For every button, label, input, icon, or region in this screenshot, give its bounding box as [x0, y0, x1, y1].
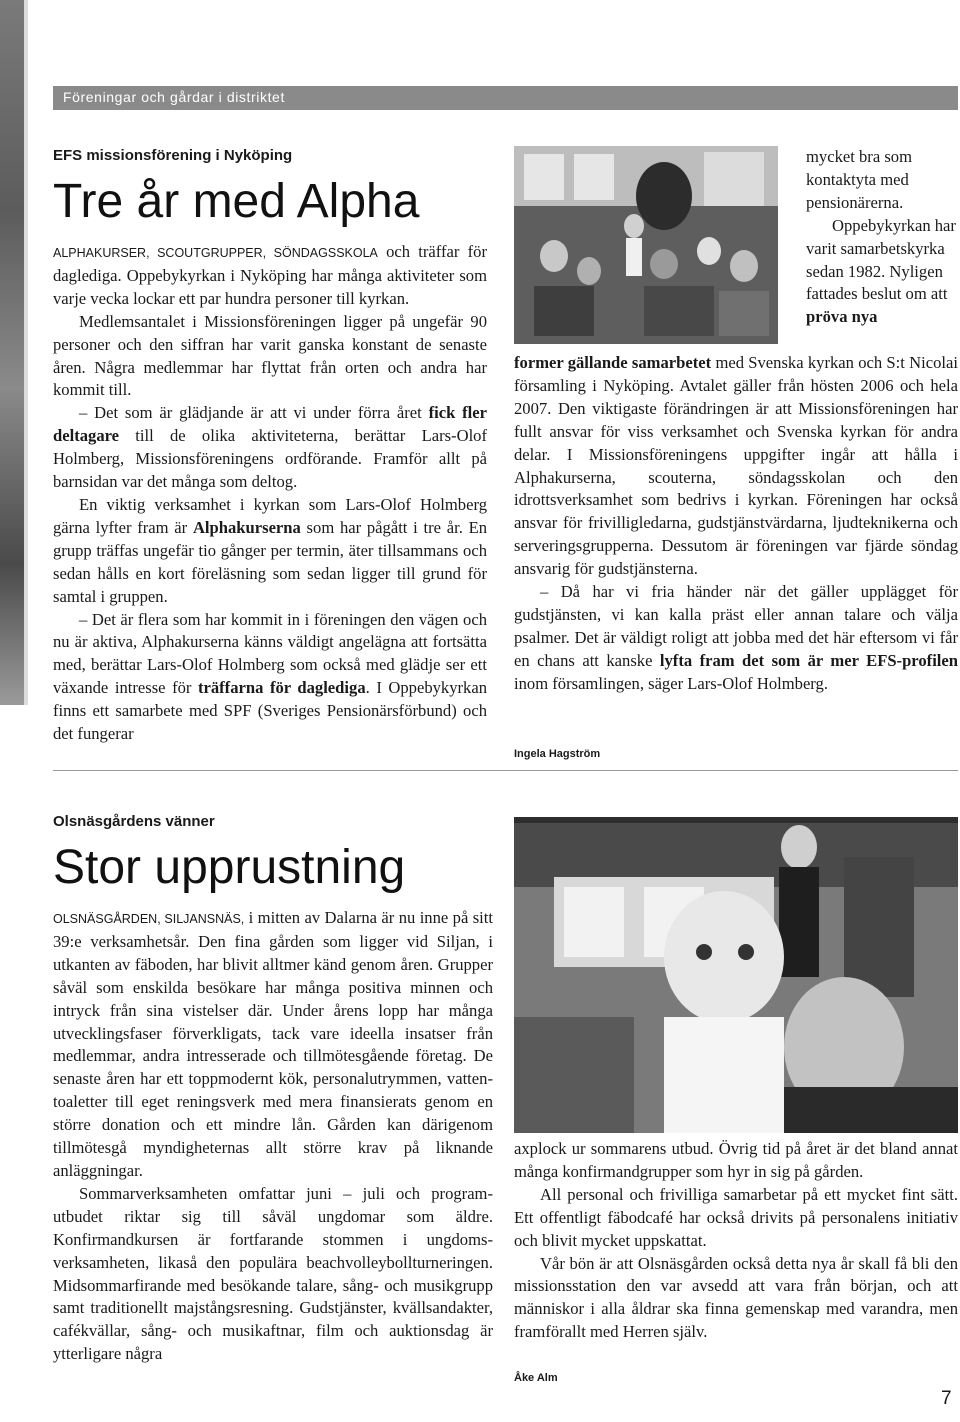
- article1-cont-bold: former gällande samarbetet: [514, 353, 712, 372]
- article1-side-text: mycket bra som kontaktyta med pensionärerna.: [806, 147, 912, 212]
- article2-lead-rest: i mitten av Dalarna är nu inne på sitt 39:e verksamhetsår. Den fina gården som ligger vid Siljan, i utkanten av fäboden, har blivit alltmer känd genom åren. Grupper såväl som enskilda besökare har många positiva minnen och intryck från sina vistelser där. Under årens lopp har många utvecklingsfaser förverkligats, tack vare ideella insatser från medlemmar, andra intresserade och tillmötesgående företag. De senaste åren har ett toppmodernt kök, personalutrymmen, vattentoaletter till eget reningsverk med mera finansierats genom en större donation och ett mindre lån. Gården kan därigenom tillmötesgå myndigheternas allt större krav på liknande anläggningar.: [53, 908, 493, 1180]
- article1-kicker: EFS missionsförening i Nyköping: [53, 147, 293, 164]
- page-number: 7: [941, 1388, 952, 1409]
- article1-headline: Tre år med Alpha: [53, 175, 420, 228]
- article1-paragraph-1: Medlemsantalet i Missionsföreningen ligger på ungefär 90 personer och den siffran har varit ganska konstant de senaste åren. Några medlemmar har flyttat från orten och andra har kommit till.: [53, 311, 487, 400]
- article1-cont-text: med Svenska kyrkan och S:t Nicolai församling i Nyköping. Avtalet gäller från hösten 2006 och hela 2007. Den viktigaste förändringen är att Missionsföreningen har fullt ansvar för viss verksamhet och Svenska kyrkan för andra delar. I Missionsföreningens uppgifter ingår att hålla i Alphakurserna, scouterna, söndagsskolan och den idrottsverksamhet som bedrivs i kyrkan. Föreningen har också ansvar för frivilligledarna, gudstjänstvärdarna, ljudteknikerna och serveringsgrupperna. Dessutom är föreningen var fjärde söndag ansvarig för gudstjänsterna.: [514, 353, 958, 579]
- article1-column-right: [514, 352, 958, 696]
- article2-column-right: [514, 1138, 958, 1344]
- article2-photo-baby: [514, 817, 958, 1133]
- article2-right-paragraph-2: All personal och frivilliga samarbetar på ett mycket fint sätt. Ett offentligt fäbodcafé har också drivits på personalens initiativ och blivit mycket uppskattat.: [514, 1184, 958, 1250]
- article2-right-paragraph-3: Vår bön är att Olsnäsgården också detta nya år skall få bli den missionsstation den var avsedd att vara från början, och att människor i alla åldrar ska finna gemenskap med varandra, men framförallt med Herren själv.: [514, 1253, 958, 1342]
- article1-p3-a: En viktig verksamhet i kyrkan som Lars-Olof Holmberg gärna lyfter fram är: [53, 494, 487, 537]
- article1-p2-c: till de olika aktiviteterna, berättar Lars-Olof Holmberg, Missionsföreningens ordförande. Framför allt på barnsidan var det många som deltog.: [53, 426, 487, 492]
- binding-edge-image: [0, 0, 26, 705]
- article1-p2-a: – Det som är glädjande är att vi under förra året: [79, 403, 429, 423]
- article1-lead-caps: ALPHAKURSER, SCOUTGRUPPER, SÖNDAGSSKOLA: [53, 246, 378, 260]
- section-banner-text: Föreningar och gårdar i distriktet: [63, 89, 285, 105]
- article1-p3-c: som har pågått i tre år. En grupp träffas ungefär tio gånger per termin, äter tillsammans och sedan hålls en kort föreläsning som sedan ligger till grund för samtal i gruppen.: [53, 517, 488, 606]
- article1-last-bold: lyfta fram det som är mer EFS-profilen: [659, 650, 959, 670]
- article2-headline: Stor upprustning: [53, 841, 406, 894]
- article1-side-bold: pröva nya: [806, 307, 878, 327]
- article1-lead-rest: och träffar för daglediga. Oppebykyrkan i Nyköping har många aktiviteter som varje vecka lockar ett par hundra personer till kyrkan.: [53, 242, 487, 308]
- article1-photo-group: [514, 146, 778, 344]
- article1-last-c: inom församlingen, säger Lars-Olof Holmberg.: [514, 673, 828, 693]
- article2-kicker: Olsnäsgårdens vänner: [53, 813, 215, 830]
- article1-p4-bold: träffarna för daglediga: [197, 678, 366, 698]
- article2-column-left: [53, 907, 493, 1366]
- article1-p3-bold: Alphakurserna: [192, 517, 301, 537]
- article1-p4-c: . I Oppebykyrkan finns ett samarbete med SPF (Sveriges Pensionärsförbund) och det fungerar: [53, 678, 488, 744]
- article2-right-paragraph-1: axplock ur sommarens utbud. Övrig tid på året är det bland annat många konfirmandgrupper som hyr in sig på gården.: [514, 1139, 958, 1181]
- article1-side-text2: Oppebykyrkan har varit samarbetskyrka sedan 1982. Nyligen fattades beslut om att: [806, 215, 956, 304]
- article1-byline: Ingela Hagström: [514, 748, 601, 760]
- article1-p4-a: – Det är flera som har kommit in i föreningen den vägen och nu är aktiva, Alphakurserna känns väldigt angelägna att fortsätta med, berättar Lars-Olof Holmberg som också med glädje ser ett växande intresse för: [53, 609, 487, 698]
- article2-byline: Åke Alm: [514, 1372, 558, 1384]
- article1-side-column: [806, 146, 958, 329]
- section-banner: [53, 86, 958, 110]
- article1-column-left: [53, 241, 487, 746]
- article1-last-a: – Då har vi fria händer när det gäller upplägget för gudstjänsten, vi kan kalla präst eller annan talare och välja psalmer. Det är väldigt roligt att jobba med det här eftersom vi får en chans att kanske: [514, 582, 958, 670]
- article2-lead-caps: OLSNÄSGÅRDEN, SILJANSNÄS,: [53, 912, 245, 926]
- article1-p2-bold: fick fler deltagare: [53, 403, 487, 446]
- article-divider: [53, 770, 958, 771]
- article2-paragraph-2: Sommarverksamheten omfattar juni – juli och programutbudet riktar sig till såväl ungdomar som äldre. Konfirmandkursen är fortfarande stommen i ungdomsverksamheten, likaså den populära beachvolleybollturneringen. Midsommarfirande med besökande talare, sång- och musikgrupp samt traditionellt majstångsresning. Gudstjänster, kvällsandakter, cafékvällar, sång- och musikaftnar, film och auktionsdag är ytterligare några: [53, 1183, 493, 1364]
